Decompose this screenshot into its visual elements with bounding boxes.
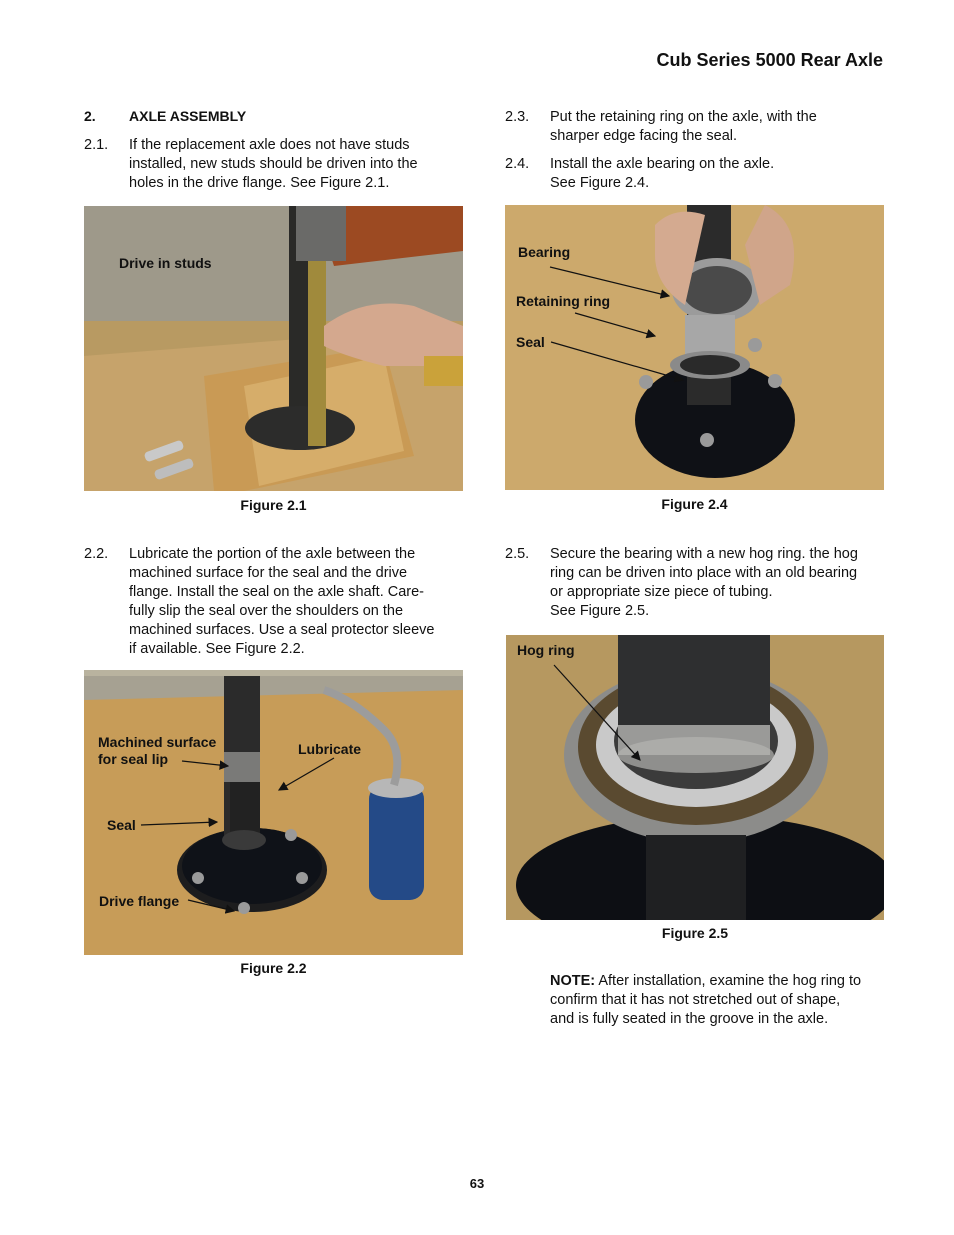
step-number: 2.1.	[84, 137, 109, 153]
step-number: 2.3.	[505, 109, 530, 125]
figure-2-4-leader-lines	[505, 205, 884, 490]
figure-2-2-label-lubricate: Lubricate	[298, 741, 362, 757]
figure-2-5-caption: Figure 2.5	[661, 925, 729, 941]
step-2-3	[505, 108, 905, 148]
step-text: Install the axle bearing on the axle. See Figure 2.4.	[550, 156, 775, 191]
step-2-1	[84, 136, 484, 196]
step-number: 2.4.	[505, 156, 530, 172]
figure-2-2-label-seal: Seal	[107, 817, 136, 833]
step-2-4	[505, 155, 905, 195]
figure-2-1-caption: Figure 2.1	[240, 497, 307, 513]
step-2-5	[505, 545, 905, 625]
page-header-title: Cub Series 5000 Rear Axle	[656, 50, 883, 70]
step-number: 2.5.	[505, 546, 530, 562]
step-text: Lubricate the portion of the axle between the machined surface for the seal and the drive flange. Install the seal on the axle shaft. Care- fully slip the seal over the shoulders on the machined surfaces. Use a seal protector sleeve if available. See Figure 2.2.	[129, 546, 435, 657]
figure-2-2-leader-lines	[84, 670, 463, 955]
note-label: NOTE:	[550, 973, 596, 989]
figure-2-2-caption: Figure 2.2	[240, 960, 307, 976]
figure-2-4-caption: Figure 2.4	[661, 496, 728, 512]
figure-2-4-label-ring: Retaining ring	[516, 293, 611, 309]
figure-2-2-label-flange: Drive flange	[99, 893, 180, 909]
figure-2-2-label-machined-2: for seal lip	[98, 751, 169, 767]
figure-2-1-label-studs: Drive in studs	[119, 255, 212, 271]
figure-2-4-label-bearing: Bearing	[518, 244, 571, 260]
figure-2-5-leader-line	[506, 635, 884, 920]
step-text: Put the retaining ring on the axle, with the sharper edge facing the seal.	[550, 109, 817, 144]
page-number: 63	[469, 1176, 485, 1191]
step-2-2	[84, 545, 484, 665]
section-title	[84, 108, 246, 124]
section-number: 2.	[84, 108, 96, 124]
note-text: After installation, examine the hog ring to confirm that it has not stretched out of shape, and is fully seated in the groove in the axle.	[550, 973, 862, 1027]
figure-2-5-label-hog-ring: Hog ring	[517, 642, 575, 658]
figure-2-4-label-seal: Seal	[516, 334, 545, 350]
step-text: Secure the bearing with a new hog ring. the hog ring can be driven into place with an old bearing or appropriate size piece of tubing. See Figure 2.5.	[550, 546, 858, 619]
step-number: 2.2.	[84, 546, 109, 562]
section-heading: AXLE ASSEMBLY	[129, 108, 247, 124]
note-paragraph	[550, 972, 890, 1029]
figure-2-1-photo	[84, 206, 463, 491]
step-text: If the replacement axle does not have studs installed, new studs should be driven into the holes in the drive flange. See Figure 2.1.	[129, 137, 418, 191]
figure-2-2-label-machined-1: Machined surface	[98, 734, 217, 750]
